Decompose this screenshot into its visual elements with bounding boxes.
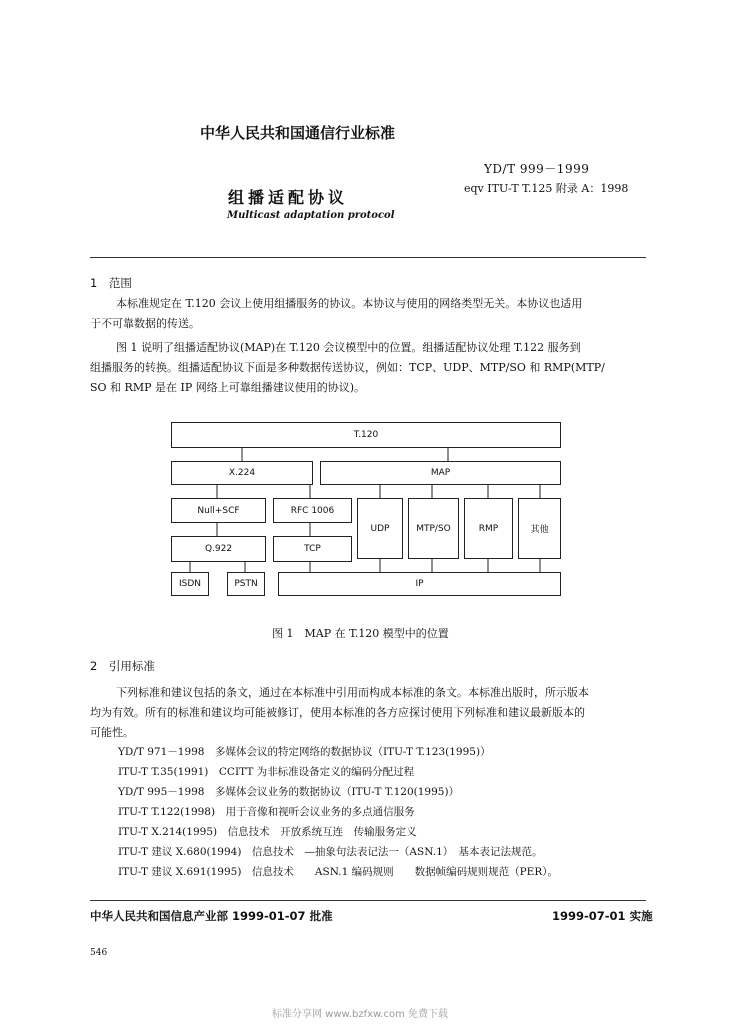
section-1-heading: 1 范围 [90,276,132,290]
box-label: TCP [304,544,321,554]
box-label: UDP [370,523,390,534]
reference-item: ITU-T 建议 X.691(1995) 信息技术 ASN.1 编码规则 数据帧编码规则规范（PER）。 [118,866,558,878]
text-line: 图 1 说明了组播适配协议(MAP)在 T.120 会议模型中的位置。组播适配协议处理 T.122 服务到 [116,341,581,354]
pstn-box [227,572,265,596]
text-line: 本标准规定在 T.120 会议上使用组播服务的协议。本协议与使用的网络类型无关。本协议也适用 [116,297,583,310]
box-label: IP [415,579,424,589]
box-label: X.224 [228,468,256,478]
box-label: MAP [430,468,451,478]
box-label: RMP [478,523,499,534]
text-line: 下列标准和建议包括的条文，通过在本标准中引用而构成本标准的条文。本标准出版时，所示版本 [116,686,589,699]
issuing-body: 中华人民共和国通信行业标准 [200,124,396,142]
reference-item: ITU-T T.35(1991) CCITT 为非标准设备定义的编码分配过程 [118,766,415,778]
text-line: 可能性。 [90,726,134,739]
english-title: Multicast adaptation protocol [227,210,395,221]
other-box [518,498,561,559]
text-line: 均为有效。所有的标准和建议均可能被修订，使用本标准的各方应探讨使用下列标准和建议最新版本的 [90,706,585,719]
box-label: ISDN [178,579,202,589]
map-box [320,461,561,485]
box-label: 其他 [530,525,549,535]
box-label: Q.922 [204,544,233,554]
rmp-box [464,498,513,559]
box-label: Null+SCF [197,505,240,516]
standard-number: YD/T 999－1999 [484,162,590,176]
equivalence-note: eqv ITU-T T.125 附录 A：1998 [464,182,629,195]
approval-date: 中华人民共和国信息产业部 1999-01-07 批准 [90,909,333,923]
x224-box [171,461,313,485]
reference-item: ITU-T X.214(1995) 信息技术 开放系统互连 传输服务定义 [118,826,417,838]
ip-box [278,572,561,596]
t120-box [171,422,561,448]
reference-item: ITU-T T.122(1998) 用于音像和视听会议业务的多点通信服务 [118,806,415,818]
reference-item: ITU-T 建议 X.680(1994) 信息技术 —抽象句法表记法一（ASN.1） 基本表记法规范。 [118,846,543,858]
null-scf-box [171,498,266,523]
text-line: SO 和 RMP 是在 IP 网络上可靠组播建议使用的协议)。 [90,381,366,394]
watermark: 标准分享网 www.bzfxw.com 免费下载 [272,1009,448,1020]
text-line: 组播服务的转换。组播适配协议下面是多种数据传送协议，例如：TCP、UDP、MTP/SO 和 RMP(MTP/ [90,361,605,374]
reference-item: YD/T 995－1998 多媒体会议业务的数据协议（ITU-T T.120(1995)） [118,786,460,798]
footer-divider [90,900,646,901]
box-label: MTP/SO [416,523,451,534]
text-line: 于不可靠数据的传送。 [90,317,200,330]
page-title: 组播适配协议 [228,188,349,207]
q922-box [171,536,266,562]
box-label: PSTN [234,579,258,589]
reference-item: YD/T 971－1998 多媒体会议的特定网络的数据协议（ITU-T T.123(1995)） [118,746,491,758]
mtp-so-box [408,498,459,559]
rfc1006-box [273,498,352,523]
page-number: 546 [90,948,108,958]
box-label: RFC 1006 [290,505,335,516]
section-2-paragraph [90,683,646,743]
implementation-date: 1999-07-01 实施 [552,909,653,923]
figure-caption: 图 1 MAP 在 T.120 模型中的位置 [272,627,449,640]
section-2-heading: 2 引用标准 [90,659,155,673]
udp-box [357,498,403,559]
box-label: T.120 [353,430,379,440]
isdn-box [171,572,209,596]
tcp-box [273,536,352,562]
